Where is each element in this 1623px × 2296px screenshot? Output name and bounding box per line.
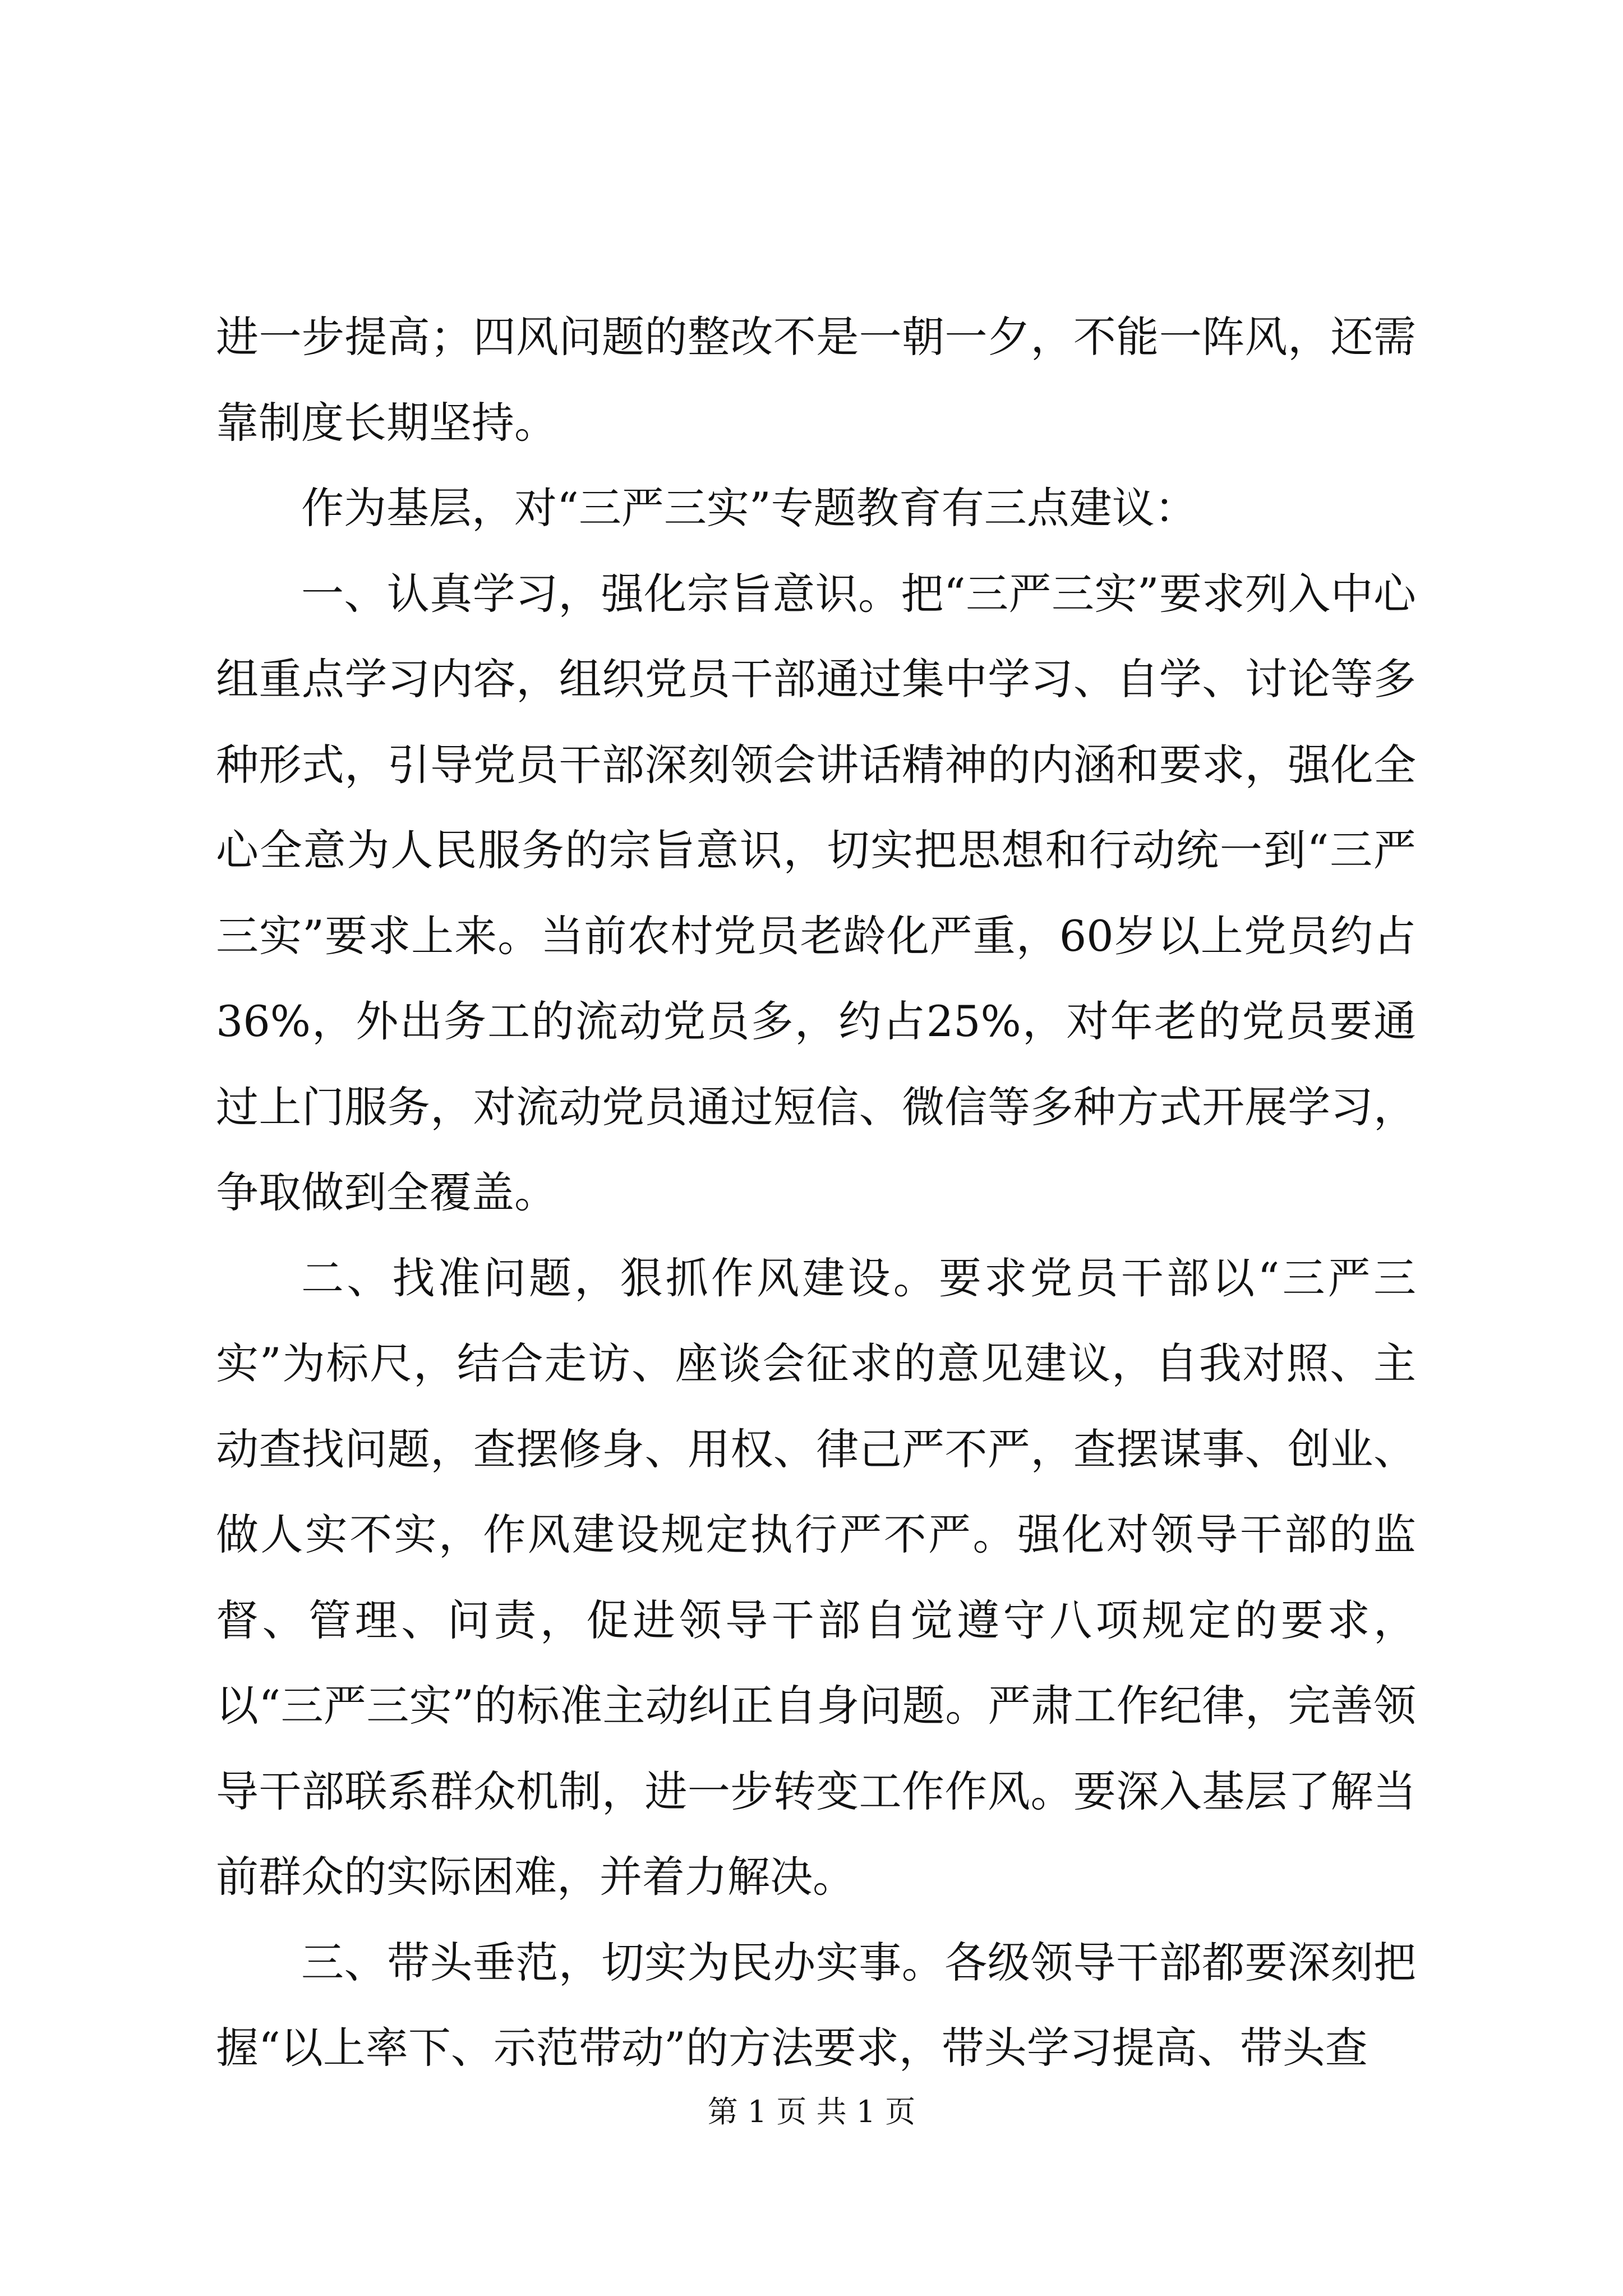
paragraph-intro: 作为基层，对“三严三实”专题教育有三点建议：	[301, 483, 1197, 533]
paragraph-point-two: 二、找准问题，狠抓作风建设。要求党员干部以“三严三实”为标尺，结合走访、座谈会征求的意见建议，自我对照、主动查找问题，查摆修身、用权、律己严不严，查摆谋事、创业、做人实不实，作风建设规定执行严不严。强化对领导干部的监督、管理、问责，促进领导干部自觉遵守八项规定的要求，以“三严三实”的标准主动纠正自身问题。严肃工作纪律，完善领导干部联系群众机制，进一步转变工作作风。要深入基层了解当前群众的实际困难，并着力解决。	[216, 1253, 1416, 1902]
paragraph-point-three: 三、带头垂范，切实为民办实事。各级领导干部都要深刻把握“以上率下、示范带动”的方法要求，带头学习提高、带头查	[216, 1937, 1416, 2073]
paragraph-point-one: 一、认真学习，强化宗旨意识。把“三严三实”要求列入中心组重点学习内容，组织党员干部通过集中学习、自学、讨论等多种形式，引导党员干部深刻领会讲话精神的内涵和要求，强化全心全意为人民服务的宗旨意识，切实把思想和行动统一到“三严三实”要求上来。当前农村党员老龄化严重，60岁以上党员约占36%，外出务工的流动党员多，约占25%，对年老的党员要通过上门服务，对流动党员通过短信、微信等多种方式开展学习，争取做到全覆盖。	[216, 568, 1416, 1217]
document-body	[216, 295, 1416, 2091]
page-footer: 第 1 页 共 1 页	[707, 2094, 916, 2129]
paragraph-continuation: 进一步提高；四风问题的整改不是一朝一夕，不能一阵风，还需靠制度长期坚持。	[216, 312, 1416, 448]
